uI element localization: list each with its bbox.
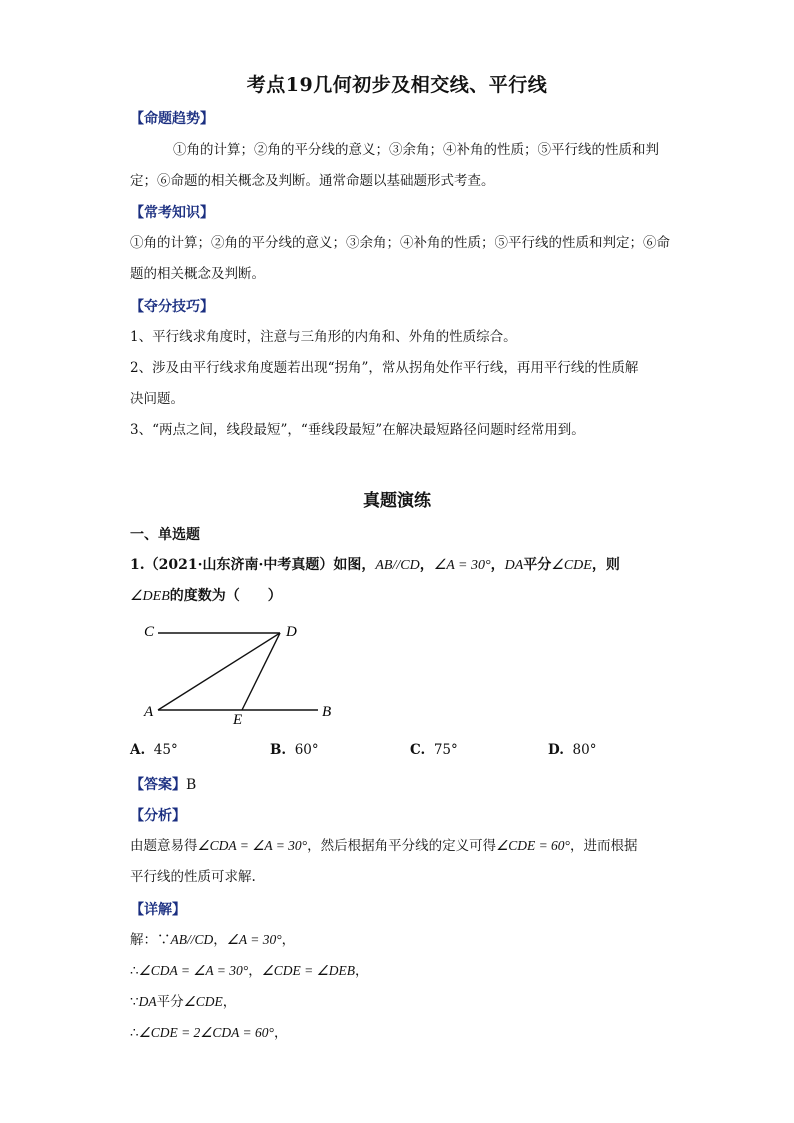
question-text-d: 平分 [523, 557, 552, 573]
option-a[interactable] [130, 742, 178, 758]
detail-l4-a: ∴ [130, 1025, 139, 1041]
question-math-2: ∠A = 30° [433, 558, 491, 573]
option-b-value: 60° [294, 742, 319, 758]
analysis-line-2: 平行线的性质可求解. [130, 869, 256, 885]
answer-label: 【答案】 [130, 777, 186, 793]
knowledge-line-1: ①角的计算；②角的平分线的意义；③余角；④补角的性质；⑤平行线的性质和判定；⑥命 [130, 235, 670, 251]
detail-l2-math-2: ∠CDE = ∠DEB [261, 963, 355, 978]
question-type: 一、单选题 [130, 527, 200, 543]
knowledge-label: 【常考知识】 [130, 205, 214, 221]
analysis-line-1 [130, 836, 637, 856]
option-a-value: 45° [153, 742, 178, 758]
tips-label: 【夺分技巧】 [130, 299, 214, 315]
question-text-c: ， [490, 557, 505, 573]
geometry-figure [140, 615, 370, 730]
question-text-e: ，则 [591, 557, 620, 573]
label-c: C [144, 624, 155, 640]
tip-1: 1、平行线求角度时，注意与三角形的内角和、外角的性质综合。 [130, 329, 517, 345]
option-d-letter: D. [548, 742, 564, 758]
tip-3: 3、“两点之间，线段最短”，“垂线段最短”在解决最短路径问题时经常用到。 [130, 422, 585, 438]
detail-label: 【详解】 [130, 902, 186, 918]
detail-l1-c: ， [281, 932, 296, 948]
option-d[interactable] [548, 742, 596, 758]
answer-row [130, 774, 196, 794]
question-math-3: DA [504, 558, 524, 573]
detail-l3-a: ∵ [130, 994, 139, 1010]
detail-l1-a: 解：∵ [130, 932, 171, 948]
tip-2-line-1: 2、涉及由平行线求角度题若出现“拐角”，常从拐角处作平行线，再用平行线的性质解 [130, 360, 639, 376]
trend-label: 【命题趋势】 [130, 111, 214, 127]
question-text-f: 的度数为（ ） [169, 588, 282, 604]
option-c-value: 75° [433, 742, 458, 758]
detail-l2-a: ∴ [130, 963, 139, 979]
answer-value: B [186, 777, 197, 793]
detail-l3-math-1: DA [138, 994, 157, 1009]
tip-2-line-2: 决问题。 [130, 391, 184, 407]
analysis-text-c: ，进而根据 [569, 838, 638, 854]
label-b: B [322, 704, 332, 720]
knowledge-line-2: 题的相关概念及判断。 [130, 266, 265, 282]
option-c[interactable] [410, 742, 458, 758]
detail-line-3 [130, 992, 236, 1012]
option-b[interactable] [270, 742, 319, 758]
detail-l3-c: ， [222, 994, 237, 1010]
detail-line-4 [130, 1023, 287, 1043]
question-math-5: ∠DEB [130, 589, 170, 604]
detail-line-1 [130, 930, 295, 950]
detail-l1-math-1: AB//CD [170, 932, 214, 947]
detail-l4-b: ， [273, 1025, 288, 1041]
detail-l2-math-1: ∠CDA = ∠A = 30° [138, 963, 249, 978]
detail-line-2 [130, 961, 369, 981]
question-number: 1. [130, 557, 145, 573]
analysis-math-2: ∠CDE = 60° [496, 838, 570, 853]
analysis-text-b: ，然后根据角平分线的定义可得 [307, 838, 497, 854]
question-math-1: AB//CD [375, 558, 420, 573]
trend-line-2: 定；⑥命题的相关概念及判断。通常命题以基础题形式考查。 [130, 173, 495, 189]
option-d-value: 80° [572, 742, 597, 758]
question-1-line-1 [130, 555, 620, 576]
question-1-line-2 [130, 586, 282, 607]
detail-l3-b: 平分 [156, 994, 184, 1010]
detail-l2-c: ， [355, 963, 369, 979]
option-c-letter: C. [410, 742, 426, 758]
option-a-letter: A. [130, 742, 146, 758]
option-b-letter: B. [270, 742, 287, 758]
label-a: A [144, 704, 154, 720]
question-text-a: 如图， [333, 557, 376, 573]
detail-l3-math-2: ∠CDE [183, 994, 223, 1009]
practice-heading: 真题演练 [363, 491, 431, 511]
label-e: E [233, 712, 243, 728]
question-text-b: ， [419, 557, 434, 573]
page-title: 考点19几何初步及相交线、平行线 [246, 74, 548, 96]
label-d: D [286, 624, 297, 640]
question-source: （2021·山东济南·中考真题） [144, 557, 334, 573]
detail-l1-b: ， [213, 932, 227, 948]
detail-l2-b: ， [248, 963, 262, 979]
detail-l1-math-2: ∠A = 30° [226, 932, 282, 947]
detail-l4-math-1: ∠CDE = 2∠CDA = 60° [138, 1025, 274, 1040]
trend-line-1: ①角的计算；②角的平分线的意义；③余角；④补角的性质；⑤平行线的性质和判 [173, 142, 659, 158]
analysis-text-a: 由题意易得 [130, 838, 198, 854]
question-math-4: ∠CDE [551, 558, 592, 573]
analysis-math-1: ∠CDA = ∠A = 30° [197, 838, 308, 853]
analysis-label: 【分析】 [130, 808, 186, 824]
